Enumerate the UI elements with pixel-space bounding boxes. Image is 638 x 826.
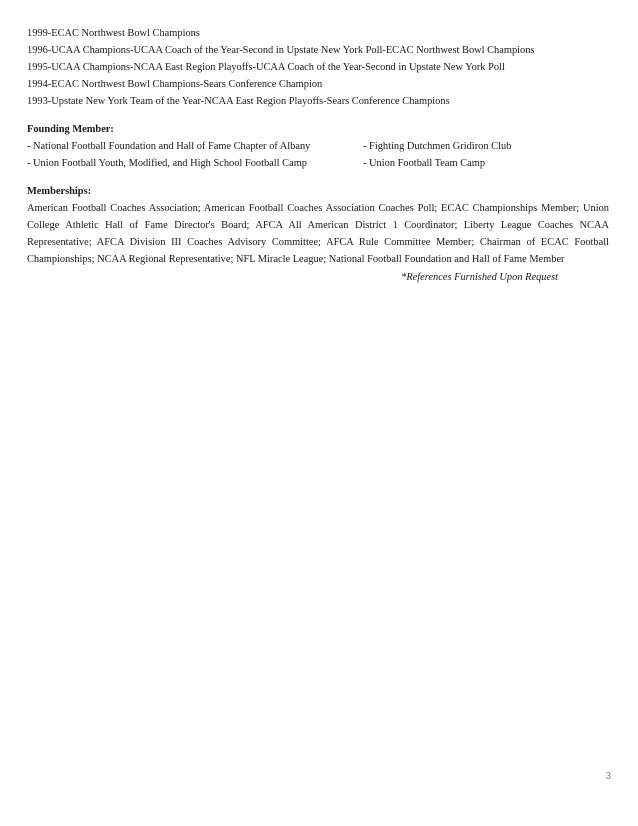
founding-item: - Union Football Youth, Modified, and High School Football Camp xyxy=(27,158,307,169)
founding-row xyxy=(27,138,612,155)
championships-list xyxy=(27,25,612,110)
page-number: 3 xyxy=(605,771,611,782)
championship-line: 1995-UCAA Champions-NCAA East Region Playoffs-UCAA Coach of the Year-Second in Upstate New York Poll xyxy=(27,62,505,73)
section-spacer xyxy=(27,172,612,183)
championship-line: 1999-ECAC Northwest Bowl Champions xyxy=(27,28,200,39)
championship-line: 1994-ECAC Northwest Bowl Champions-Sears Conference Champion xyxy=(27,79,323,90)
memberships-heading: Memberships: xyxy=(27,186,92,197)
memberships-section xyxy=(27,183,612,286)
references-note: *References Furnished Upon Request xyxy=(401,272,558,283)
founding-item: - Union Football Team Camp xyxy=(363,158,486,169)
founding-row xyxy=(27,155,612,172)
section-spacer xyxy=(27,110,612,121)
championship-line: 1993-Upstate New York Team of the Year-NCAA East Region Playoffs-Sears Conference Champions xyxy=(27,96,450,107)
founding-member-heading: Founding Member: xyxy=(27,124,114,135)
founding-item: - National Football Foundation and Hall of Fame Chapter of Albany xyxy=(27,141,311,152)
memberships-text: American Football Coaches Association; American Football Coaches Association Coaches Poll; ECAC Championships Member; Union College Athletic Hall of Fame Director's Board; AFCA All American District 1 Coordinator; Liberty League Coaches NCAA Representative; AFCA Division III Coaches Advisory Committee; AFCA Rule Committee Member; Chairman of ECAC Football Championships; NCAA Regional Representative; NFL Miracle League; National Football Foundation and Hall of Fame Member xyxy=(27,203,609,265)
founding-item: - Fighting Dutchmen Gridiron Club xyxy=(363,141,512,152)
founding-member-section xyxy=(27,121,612,172)
page-content xyxy=(27,25,612,286)
championship-line: 1996-UCAA Champions-UCAA Coach of the Year-Second in Upstate New York Poll-ECAC Northwest Bowl Champions xyxy=(27,45,535,56)
